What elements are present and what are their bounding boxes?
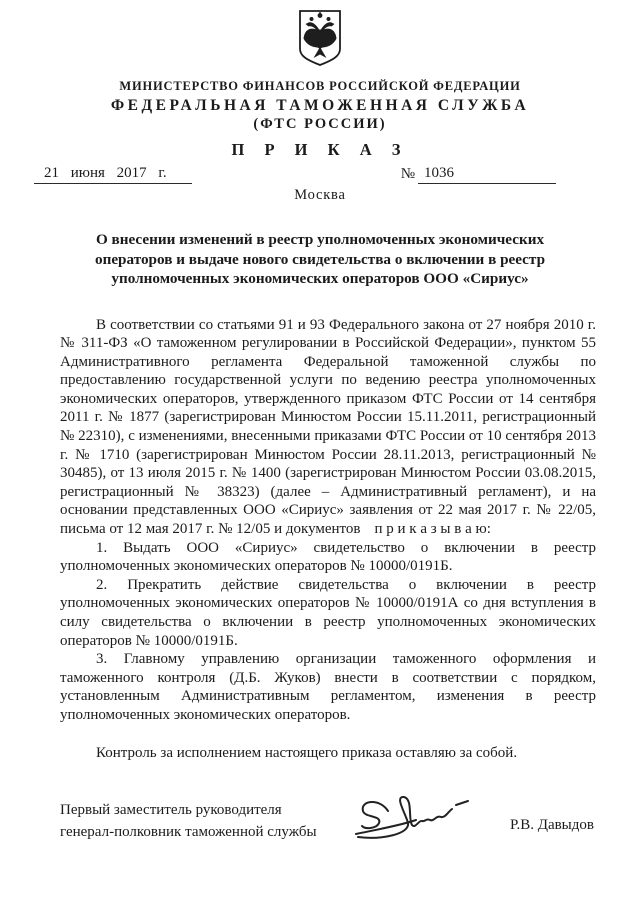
document-date: 21 июня 2017 г. (34, 165, 192, 184)
handwritten-signature-icon (352, 792, 484, 853)
document-number: 1036 (418, 165, 556, 184)
agency-abbreviation: (ФТС РОССИИ) (253, 116, 387, 132)
signature-block (60, 800, 594, 853)
intro-text: В соответствии со статьями 91 и 93 Федерального закона от 27 ноября 2010 г. № 311-ФЗ «О таможенном регулировании в Российской Федерации», пунктом 55 Административного регламента Федеральной таможенной службы по предоставлению государственной услуги по ведению реестра уполномоченных экономических операторов, утвержденного приказом ФТС России от 14 сентября 2011 г. № 1877 (зарегистрирован Минюстом России 15.11.2011, регистрационный № 22310), с изменениями, внесенными приказами ФТС России от 10 сентября 2013 г. № 1710 (зарегистрирован Минюстом России 28.11.2013, регистрационный № 30485), от 13 июля 2015 г. № 1400 (зарегистрирован Минюстом России 03.08.2015, регистрационный № 38323) (далее – Административный регламент), и на основании представленных ООО «Сириус» заявления от 22 мая 2017 г. № 22/05, письма от 12 мая 2017 г. № 12/05 и документов (60, 316, 596, 538)
number-sign: № (400, 166, 415, 182)
decree-word: п р и к а з ы в а ю: (374, 521, 491, 538)
ministry-name: МИНИСТЕРСТВО ФИНАНСОВ РОССИЙСКОЙ ФЕДЕРАЦИИ (119, 79, 521, 93)
russia-coat-of-arms-icon (297, 9, 343, 72)
control-paragraph: Контроль за исполнением настоящего приказа оставляю за собой. (96, 744, 518, 761)
date-number-row (0, 165, 640, 184)
order-item-2: 2. Прекратить действие свидетельства о включении в реестр уполномоченных экономических операторов № 10000/0191А со дня вступления в силу свидетельства о включении в реестр уполномоченных экономических операторов № 10000/0191Б. (60, 576, 596, 649)
document-type-label: П Р И К А З (231, 140, 409, 159)
signer-position-line2: генерал-полковник таможенной службы (60, 823, 317, 840)
issue-city: Москва (294, 187, 346, 203)
agency-name: ФЕДЕРАЛЬНАЯ ТАМОЖЕННАЯ СЛУЖБА (110, 97, 530, 114)
intro-paragraph (60, 316, 596, 539)
order-title: О внесении изменений в реестр уполномоченных экономических операторов и выдаче нового свидетельства о включении в реестр уполномоченных экономических операторов ООО «Сириус» (94, 231, 546, 287)
order-body (60, 316, 596, 763)
document-header (0, 0, 640, 204)
signer-name: Р.В. Давыдов (509, 817, 594, 834)
signer-position-line1: Первый заместитель руководителя (60, 802, 282, 819)
signer-position (60, 800, 317, 843)
order-item-3: 3. Главному управлению организации таможенного оформления и таможенного контроля (Д.Б. Жуков) внести в соответствии с порядком, установленным Административным регламентом, изменения в реестр уполномоченных экономических операторов. (60, 651, 596, 723)
order-item-1: 1. Выдать ООО «Сириус» свидетельство о включении в реестр уполномоченных экономических операторов № 10000/0191Б. (60, 539, 596, 575)
document-number-block (401, 165, 556, 184)
